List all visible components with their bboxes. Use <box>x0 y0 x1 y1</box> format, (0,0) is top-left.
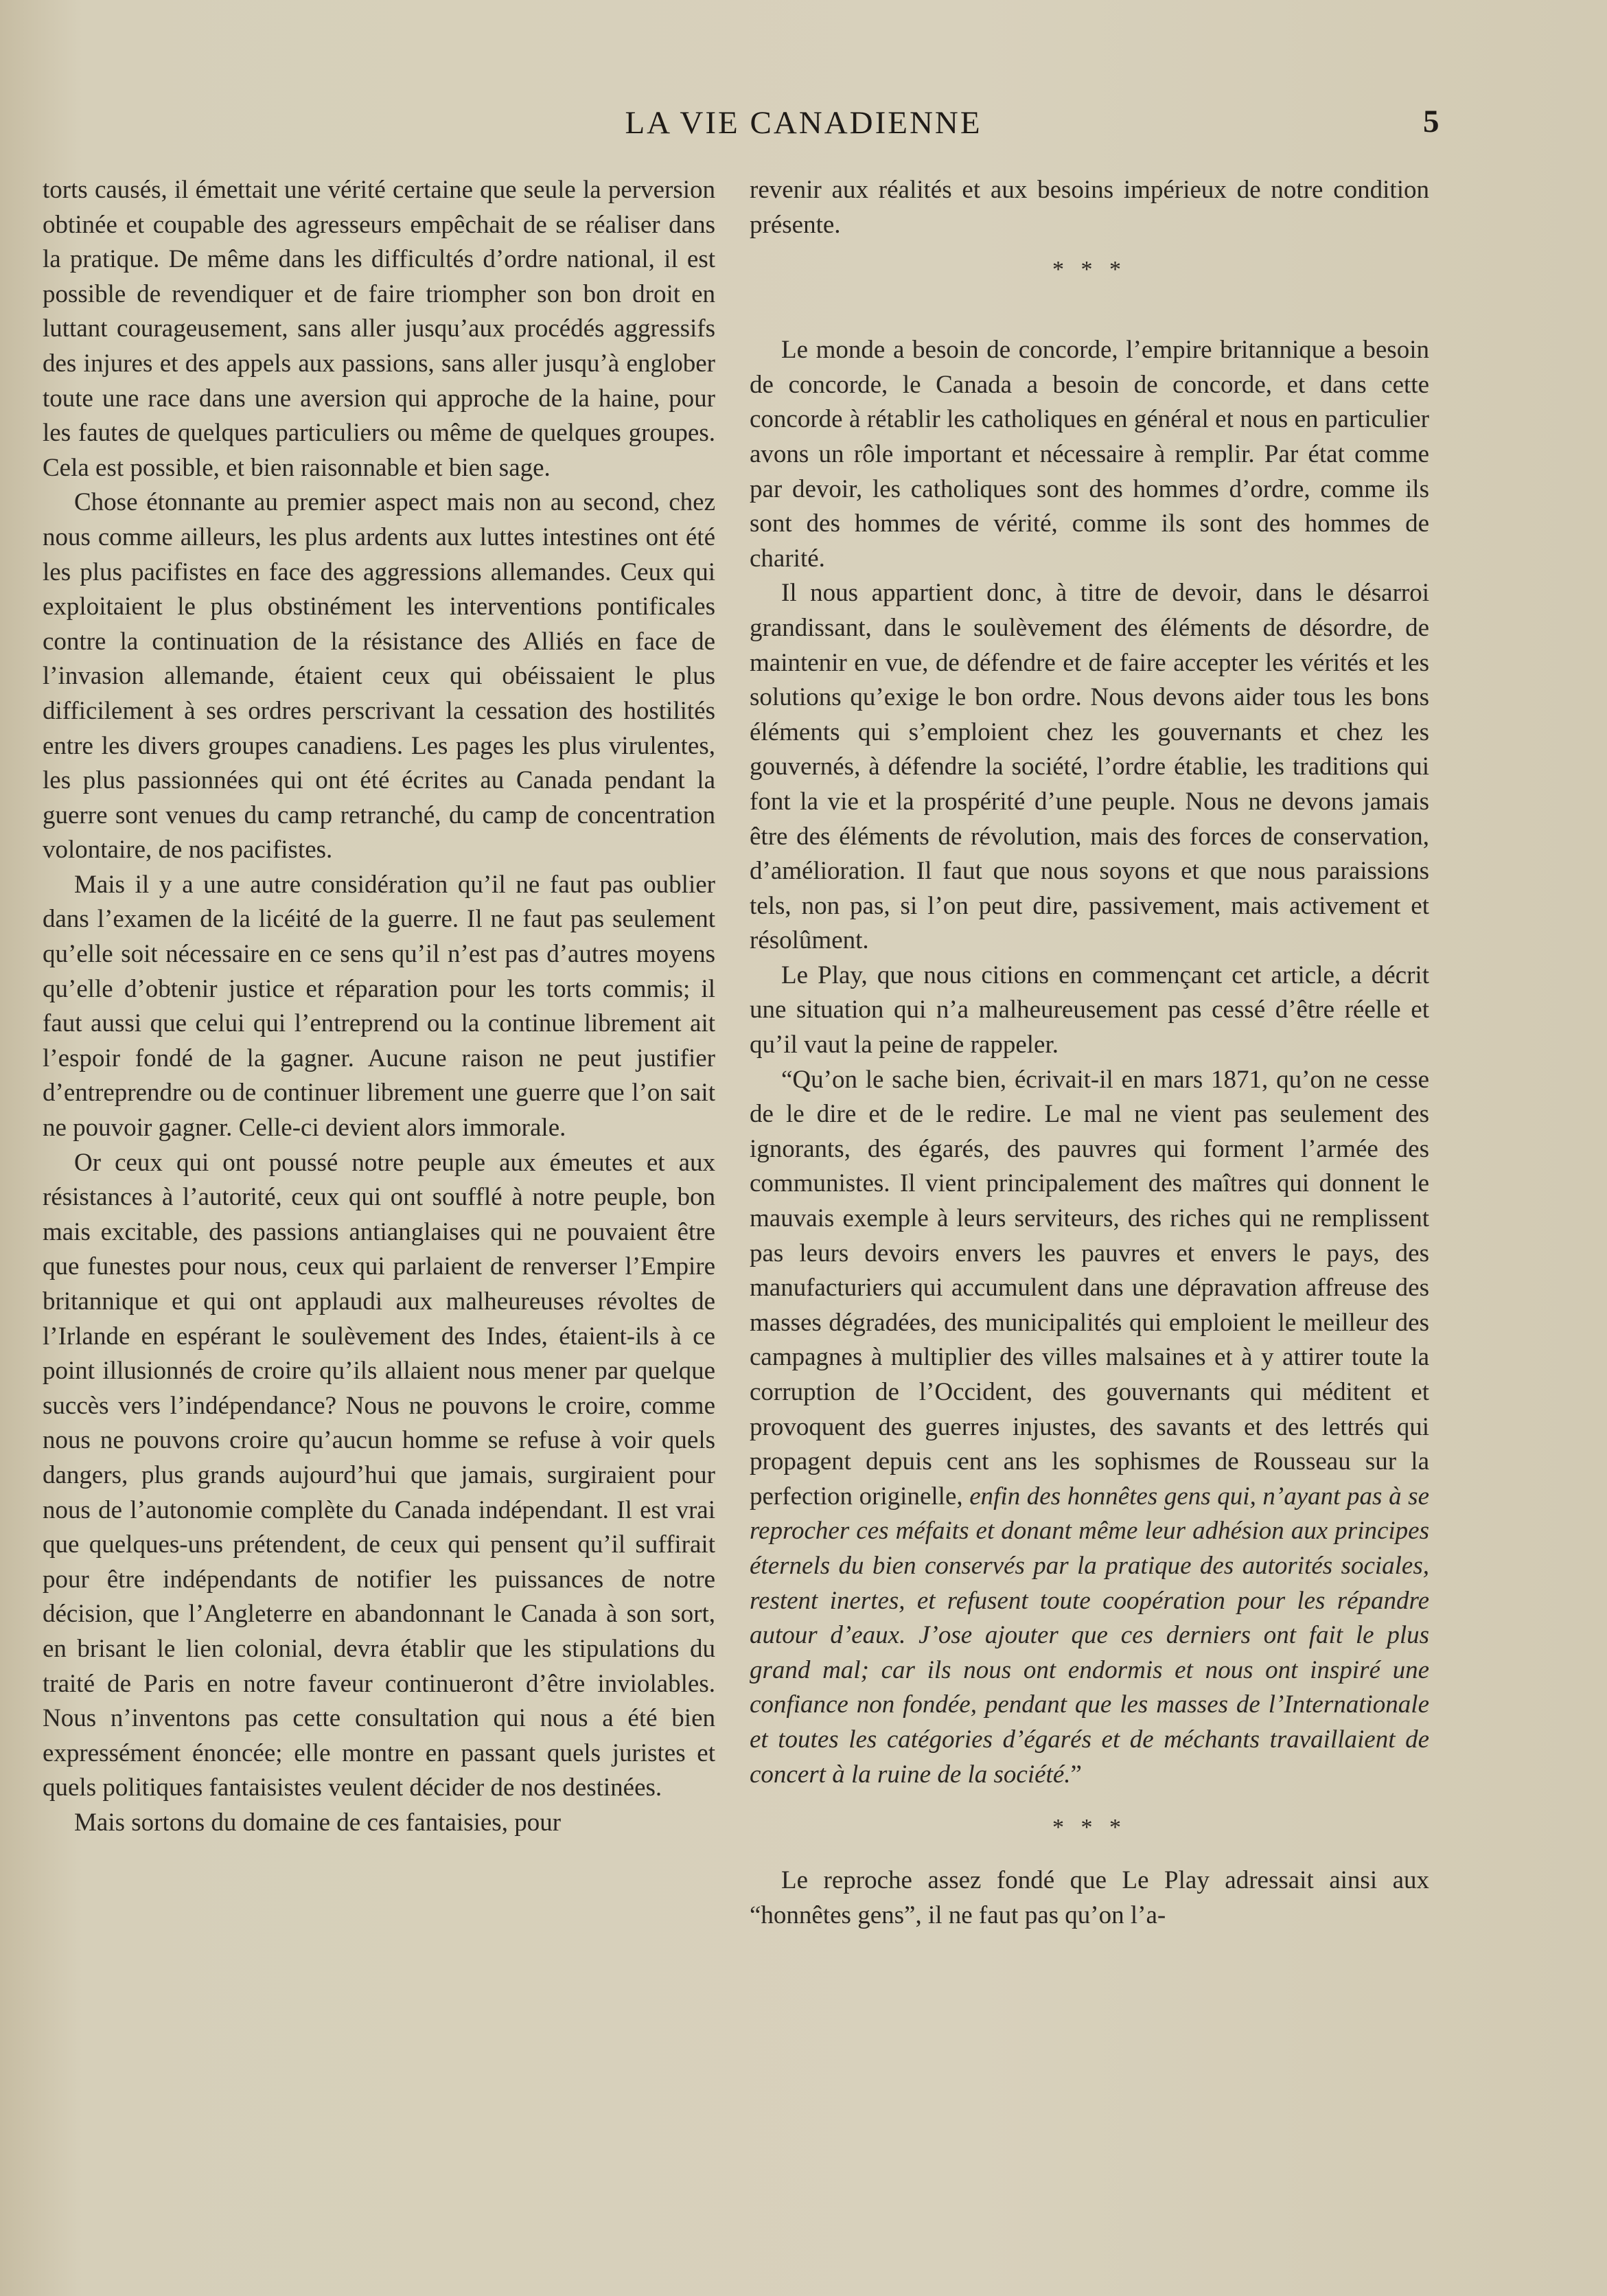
running-title: LA VIE CANADIENNE <box>625 105 982 141</box>
left-paragraph-5: Mais sortons du domaine de ces fantaisies, pour <box>74 1808 562 1837</box>
left-paragraph-4: Or ceux qui ont poussé notre peuple aux émeutes et aux résistances à l’autorité, ceux qui ont soufflé à notre peuple, bon mais excitable, des passions antianglaises qui ne pouvaient être que funestes pour nous, ceux qui parlaient de renverser l’Empire britannique et qui ont applaudi aux malheureuses révoltes de l’Irlande en espérant le soulèvement des Indes, étaient-ils à ce point illusionnés de croire qu’ils allaient nous mener par quelque succès vers l’indépendance? Nous ne pouvons le croire, comme nous ne pouvons croire qu’aucun homme se refuse à voir quels dangers, plus grands aujourd’hui que jamais, surgiraient pour nous de l’autonomie complète du Canada indépendant. Il est vrai que quelques-uns prétendent, de ceux qui pensent qu’il suffirait pour être indépendants de notifier les puissances de notre décision, que l’Angleterre en abandonnant le Canada à son sort, en brisant le lien colonial, devra établir que les stipulations du traité de Paris en notre faveur continueront d’être inviolables. Nous n’inventons pas cette consultation qui nous a été bien expressément énoncée; elle montre en passant quels juristes et quels politiques fantaisistes veulent décider de nos destinées. <box>43 1148 715 1802</box>
le-play-quote <box>750 1063 1429 1792</box>
right-paragraph-2: Il nous appartient donc, à titre de devoir, dans le désarroi grandissant, dans le soulèvement des éléments de désordre, de maintenir en vue, de défendre et de faire accepter les vérités et les solutions qu’exige le bon ordre. Nous devons aider tous les bons éléments qui s’emploient chez les gouvernants et chez les gouvernés, à défendre la société, l’ordre établie, les traditions qui font la vie et la prospérité d’une peuple. Nous ne devons jamais être des éléments de révolution, mais des forces de conservation, d’amélioration. Il faut que nous soyons et que nous paraissions tels, non pas, si l’on peut dire, passivement, mais activement et résolûment. <box>750 579 1429 955</box>
page-number: 5 <box>1423 104 1440 139</box>
right-column <box>750 173 1429 1933</box>
quote-closing-mark: ” <box>1070 1760 1082 1789</box>
right-last-paragraph: Le reproche assez fondé que Le Play adressait ainsi aux “honnêtes gens”, il ne faut pas qu’on l’a- <box>750 1866 1429 1929</box>
quote-italic-text: enfin des honnêtes gens qui, n’ayant pas à se reprocher ces méfaits et donant même leur adhésion aux principes éternels du bien conservés par la pratique des autorités sociales, restent inertes, et refusent toute coopération pour les répandre autour d’eaux. J’ose ajouter que ces derniers ont fait le plus grand mal; car ils nous ont endormis et nous ont inspiré une confiance non fondée, pendant que les masses de l’Internationale et toutes les catégories d’égarés et de méchants travaillaient de concert à la ruine de la société. <box>750 1482 1429 1789</box>
left-paragraph-2: Chose étonnante au premier aspect mais non au second, chez nous comme ailleurs, les plus ardents aux luttes intestines ont été les plus pacifistes en face des aggressions allemandes. Ceux qui exploitaient le plus obstinément les interventions pontificales contre la continuation de la résistance des Alliés en face de l’invasion allemande, étaient ceux qui obéissaient le plus difficilement à ses ordres perscrivant la cessation des hostilités entre les divers groupes canadiens. Les pages les plus virulentes, les plus passionnées qui ont été écrites au Canada pendant la guerre sont venues du camp retranché, du camp de concentration volontaire, de nos pacifistes. <box>43 488 715 864</box>
left-paragraph-1: torts causés, il émettait une vérité certaine que seule la perversion obtinée et coupable des agresseurs empêchait de se réaliser dans la pratique. De même dans les difficultés d’ordre national, il est possible de revendiquer et de faire triompher son bon droit en luttant courageusement, sans aller jusqu’aux procédés aggressifs des injures et des appels aux passions, sans aller jusqu’à englober toute une race dans une aversion qui approche de la haine, pour les fautes de quelques particuliers ou même de quelques groupes. Cela est possible, et bien raisonnable et bien sage. <box>43 176 715 482</box>
section-separator-2: * * * <box>1052 1815 1126 1841</box>
quote-plain-text: “Qu’on le sache bien, écrivait-il en mars 1871, qu’on ne cesse de le dire et de le redire. Le mal ne vient pas seulement des ignorants, des égarés, des pauvres qui forment l’armée des communistes. Il vient principalement des maîtres qui donnent le mauvais exemple à leurs serviteurs, des riches qui ne remplissent pas leurs devoirs envers les pauvres et envers le pays, des manufacturiers qui accumulent dans une dépravation affreuse des masses dégradées, des municipalités qui emploient le meilleur des campagnes à multiplier des villes malsaines et à y attirer toute la corruption de l’Occident, des gouvernants qui méditent et provoquent des guerres injustes, des savants et des lettrés qui propagent depuis cent ans les sophismes de Rousseau sur la perfection originelle, <box>750 1065 1429 1511</box>
right-intro-paragraph: revenir aux réalités et aux besoins impérieux de notre condition présente. <box>750 176 1429 239</box>
left-column <box>43 173 715 1841</box>
section-separator: * * * <box>1052 257 1126 283</box>
right-paragraph-1: Le monde a besoin de concorde, l’empire britannique a besoin de concorde, le Canada a besoin de concorde, et dans cette concorde à rétablir les catholiques en général et nous en particulier avons un rôle important et nécessaire à remplir. Par état comme par devoir, les catholiques sont des hommes d’ordre, comme ils sont des hommes de vérité, comme ils sont des hommes de charité. <box>750 336 1429 573</box>
right-paragraph-3: Le Play, que nous citions en commençant cet article, a décrit une situation qui n’a malheureusement pas cessé d’être réelle et qu’il vaut la peine de rappeler. <box>750 961 1429 1059</box>
left-paragraph-3: Mais il y a une autre considération qu’il ne faut pas oublier dans l’examen de la licéité de la guerre. Il ne faut pas seulement qu’elle soit nécessaire en ce sens qu’il n’est pas d’autres moyens qu’elle d’obtenir justice et réparation pour les torts commis; il faut aussi que celui qui l’entreprend ou la continue librement ait l’espoir fondé de la gagner. Aucune raison ne peut justifier d’entreprendre ou de continuer librement une guerre que l’on sait ne pouvoir gagner. Celle-ci devient alors immorale. <box>43 870 715 1143</box>
